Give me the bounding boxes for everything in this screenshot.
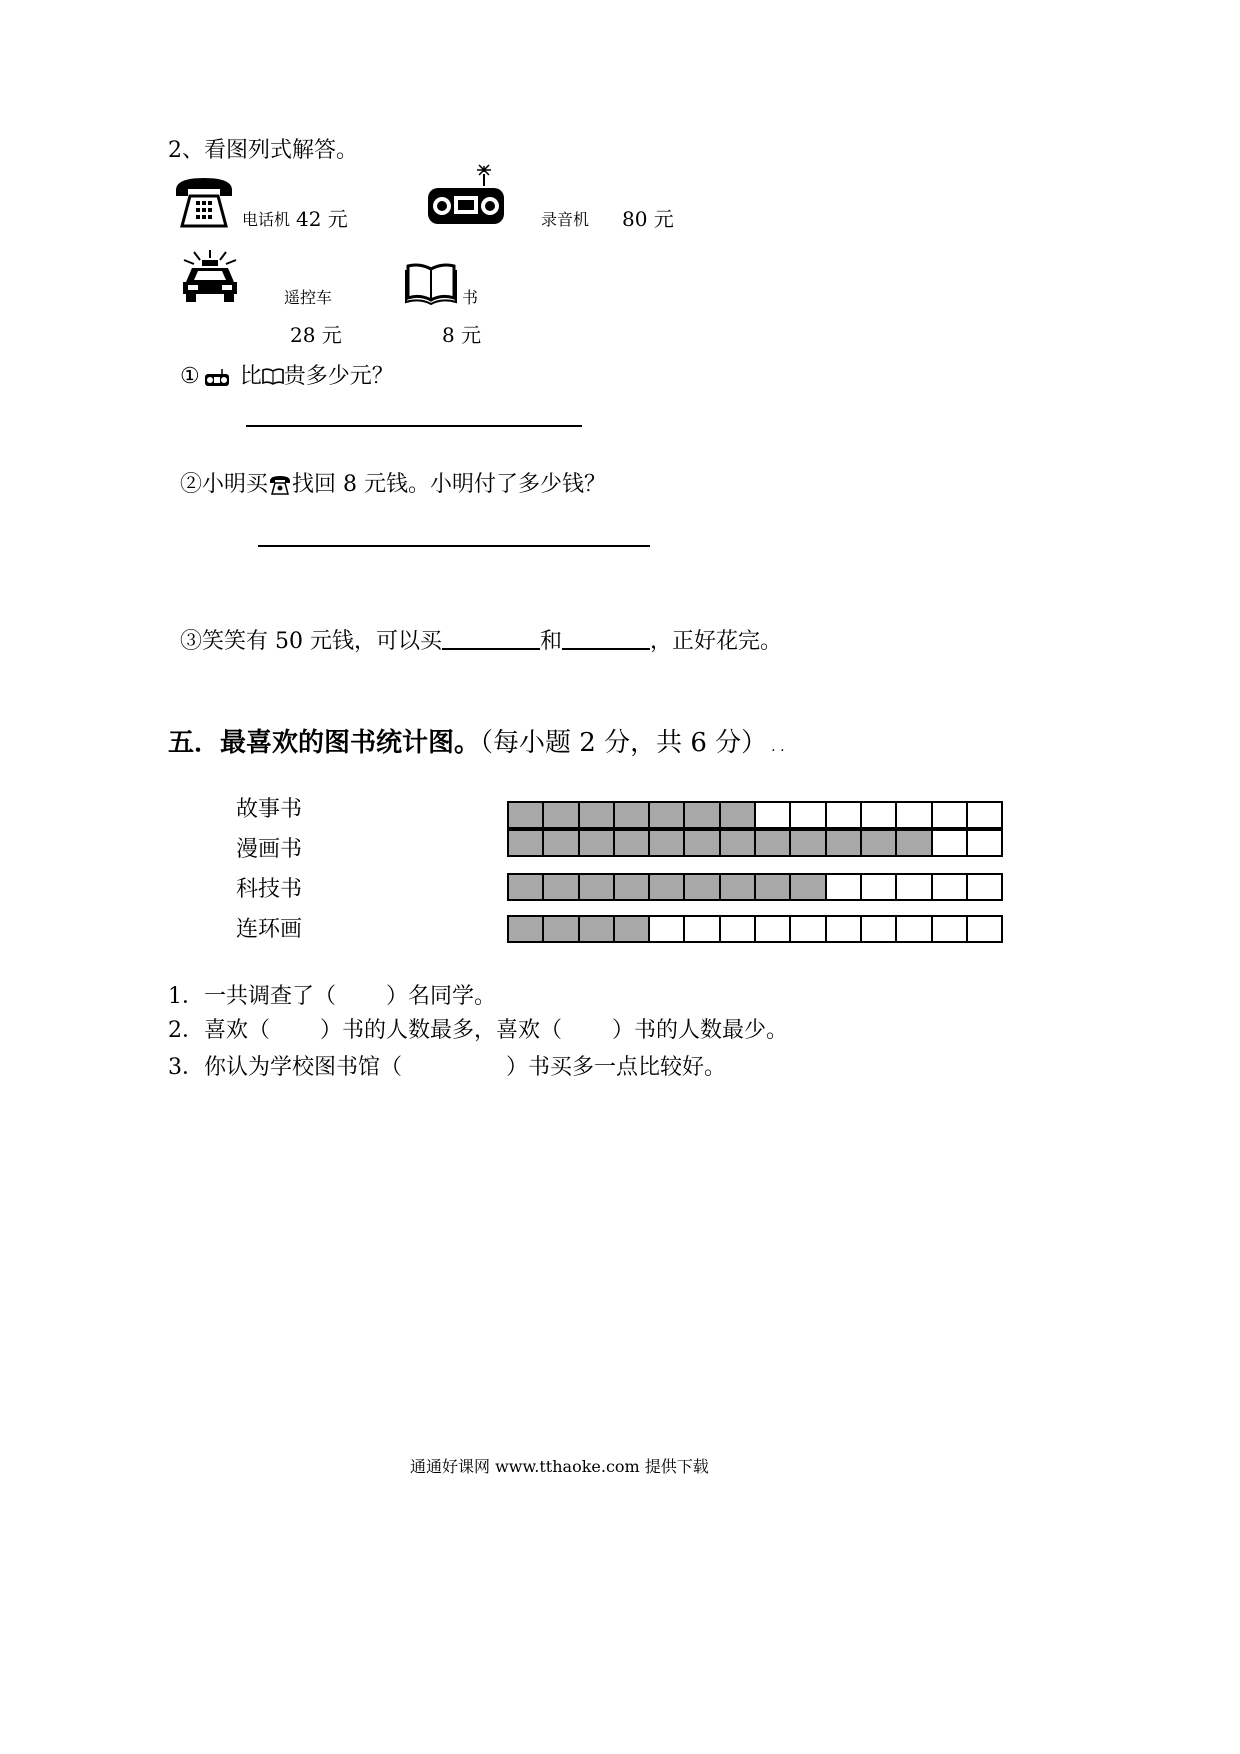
chart-cell-empty bbox=[791, 801, 826, 829]
chart-cell-filled bbox=[615, 915, 650, 943]
chart-cell-filled bbox=[615, 801, 650, 829]
chart-cell-filled bbox=[685, 801, 720, 829]
section-5-heading bbox=[168, 728, 785, 762]
chart-cell-empty bbox=[968, 873, 1003, 901]
chart-cell-filled bbox=[580, 801, 615, 829]
question-2-text-a: 2．喜欢（ bbox=[168, 1018, 270, 1043]
chart-cell-empty bbox=[756, 801, 791, 829]
chart-cell-filled bbox=[544, 915, 579, 943]
recorder-label: 录音机 bbox=[541, 210, 590, 229]
subquestion-3-text-b: 和 bbox=[539, 629, 562, 654]
chart-cell-filled bbox=[509, 801, 544, 829]
book-price: 8 元 bbox=[442, 323, 482, 347]
chart-row-1 bbox=[507, 829, 1003, 857]
chart-cell-filled bbox=[580, 915, 615, 943]
subquestion-1-number: ① bbox=[180, 364, 200, 389]
chart-cell-filled bbox=[721, 873, 756, 901]
chart-cell-empty bbox=[827, 873, 862, 901]
question-3-text-a: 3．你认为学校图书馆（ bbox=[168, 1055, 402, 1080]
page-footer: 通通好课网 www.tthaoke.com 提供下载 bbox=[410, 1457, 709, 1476]
chart-cell-empty bbox=[968, 801, 1003, 829]
chart-cell-empty bbox=[791, 915, 826, 943]
chart-label-1: 漫画书 bbox=[236, 837, 303, 862]
question-1 bbox=[168, 984, 496, 1010]
chart-cell-empty bbox=[862, 873, 897, 901]
question-1-text-a: 1．一共调查了（ bbox=[168, 984, 336, 1009]
chart-cell-filled bbox=[827, 829, 862, 857]
chart-cell-empty bbox=[897, 915, 932, 943]
problem-2-title: 2、看图列式解答。 bbox=[168, 138, 358, 163]
subquestion-2-text-b: 找回 8 元钱。小明付了多少钱？ bbox=[292, 472, 606, 497]
question-2-text-b: ）书的人数最多，喜欢（ bbox=[320, 1018, 563, 1043]
section-5-title: 五．最喜欢的图书统计图。 bbox=[168, 728, 481, 758]
question-3-text-b: ）书买多一点比较好。 bbox=[506, 1055, 727, 1080]
chart-cell-filled bbox=[544, 801, 579, 829]
blank-item-2[interactable] bbox=[562, 626, 650, 650]
chart-cell-empty bbox=[968, 829, 1003, 857]
chart-cell-filled bbox=[650, 873, 685, 901]
chart-row-3 bbox=[507, 915, 1003, 943]
question-2-text-c: ）书的人数最少。 bbox=[612, 1018, 789, 1043]
chart-cell-empty bbox=[897, 873, 932, 901]
chart-cell-empty bbox=[756, 915, 791, 943]
recorder-price: 80 元 bbox=[622, 207, 674, 231]
answer-line-1[interactable] bbox=[246, 425, 582, 427]
chart-cell-empty bbox=[933, 801, 968, 829]
chart-cell-empty bbox=[933, 829, 968, 857]
chart-cell-filled bbox=[544, 873, 579, 901]
chart-cell-filled bbox=[721, 829, 756, 857]
chart-cell-filled bbox=[615, 873, 650, 901]
book-inline-icon bbox=[262, 368, 284, 386]
answer-line-2[interactable] bbox=[258, 545, 650, 547]
section-5-dots: . . bbox=[771, 739, 785, 755]
chart-cell-filled bbox=[862, 829, 897, 857]
chart-row-2 bbox=[507, 873, 1003, 901]
chart-label-0: 故事书 bbox=[236, 797, 303, 822]
chart-cell-filled bbox=[544, 829, 579, 857]
subquestion-1 bbox=[180, 364, 394, 390]
chart-cell-filled bbox=[580, 873, 615, 901]
chart-cell-filled bbox=[791, 873, 826, 901]
chart-cell-filled bbox=[509, 829, 544, 857]
chart-cell-filled bbox=[650, 829, 685, 857]
section-5-score-note: （每小题 2 分，共 6 分） bbox=[480, 728, 768, 758]
subquestion-3-text-c: ，正好花完。 bbox=[650, 629, 783, 654]
chart-cell-filled bbox=[509, 915, 544, 943]
chart-cell-empty bbox=[897, 801, 932, 829]
chart-cell-filled bbox=[721, 801, 756, 829]
chart-cell-empty bbox=[650, 915, 685, 943]
telephone-inline-icon bbox=[268, 475, 292, 495]
chart-cell-filled bbox=[580, 829, 615, 857]
subquestion-3 bbox=[180, 626, 782, 655]
question-2 bbox=[168, 1018, 788, 1044]
subquestion-1-text-b: 贵多少元？ bbox=[283, 364, 394, 389]
chart-cell-filled bbox=[756, 829, 791, 857]
chart-cell-empty bbox=[933, 873, 968, 901]
subquestion-3-text-a: ③笑笑有 50 元钱，可以买 bbox=[180, 629, 442, 654]
police-car-icon bbox=[180, 248, 240, 306]
subquestion-2-text-a: ②小明买 bbox=[180, 472, 269, 497]
chart-cell-filled bbox=[685, 829, 720, 857]
radio-recorder-inline-icon bbox=[204, 367, 230, 387]
chart-label-2: 科技书 bbox=[236, 877, 303, 902]
chart-cell-filled bbox=[756, 873, 791, 901]
chart-row-0 bbox=[507, 801, 1003, 829]
blank-item-1[interactable] bbox=[442, 626, 540, 650]
subquestion-1-text-a: 比 bbox=[239, 364, 262, 389]
chart-cell-empty bbox=[827, 915, 862, 943]
open-book-icon bbox=[404, 262, 458, 306]
chart-cell-filled bbox=[897, 829, 932, 857]
subquestion-2 bbox=[180, 472, 606, 498]
chart-cell-filled bbox=[615, 829, 650, 857]
question-1-text-b: ）名同学。 bbox=[386, 984, 497, 1009]
car-label: 遥控车 bbox=[284, 288, 333, 307]
chart-cell-empty bbox=[721, 915, 756, 943]
chart-label-3: 连环画 bbox=[236, 917, 303, 942]
chart-cell-empty bbox=[968, 915, 1003, 943]
book-label: 书 bbox=[462, 288, 479, 307]
chart-cell-empty bbox=[862, 915, 897, 943]
chart-cell-filled bbox=[509, 873, 544, 901]
phone-label: 电话机 bbox=[242, 210, 291, 229]
car-price: 28 元 bbox=[290, 323, 342, 347]
chart-cell-filled bbox=[685, 873, 720, 901]
chart-cell-empty bbox=[933, 915, 968, 943]
chart-cell-empty bbox=[827, 801, 862, 829]
chart-cell-empty bbox=[862, 801, 897, 829]
chart-cell-filled bbox=[791, 829, 826, 857]
chart-cell-filled bbox=[650, 801, 685, 829]
telephone-icon bbox=[172, 174, 236, 230]
chart-cell-empty bbox=[685, 915, 720, 943]
radio-recorder-icon bbox=[424, 164, 508, 230]
phone-price: 42 元 bbox=[296, 207, 348, 231]
question-3 bbox=[168, 1055, 726, 1081]
